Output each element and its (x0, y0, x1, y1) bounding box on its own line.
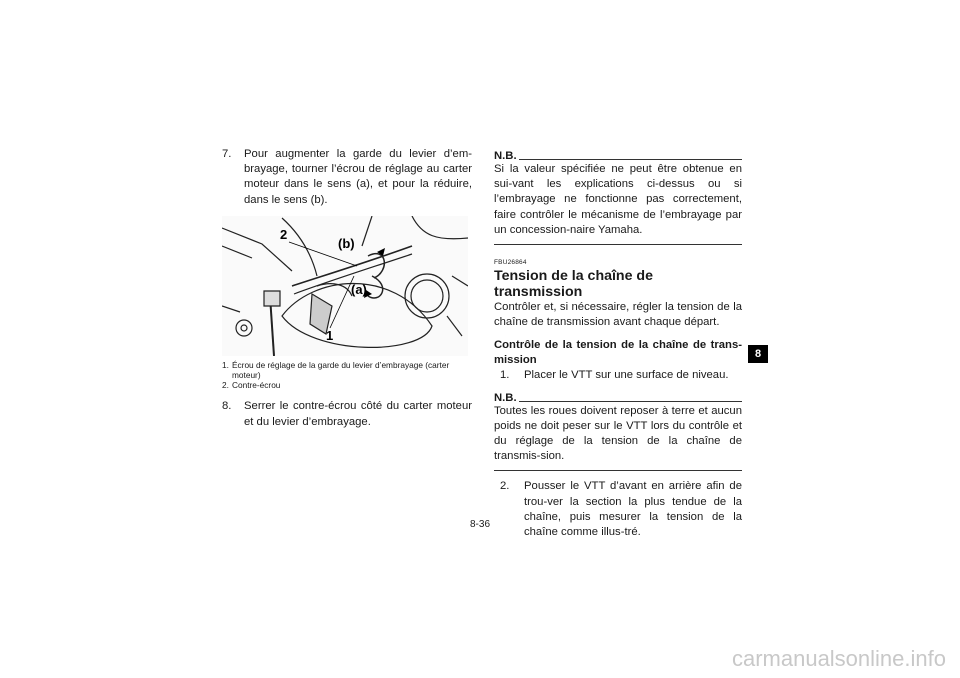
figure-captions (222, 360, 472, 391)
clutch-adjustment-figure (222, 216, 468, 356)
note-rule (519, 401, 742, 402)
step-2 (500, 479, 742, 540)
step-text: Placer le VTT sur une surface de niveau. (524, 369, 729, 382)
step-text: Serrer le contre-écrou côté du carter moteur et du levier d’embrayage. (244, 400, 472, 428)
step-8 (222, 399, 472, 429)
step-number: 2. (500, 480, 510, 493)
subsection-title: Contrôle de la tension de la chaîne de trans-mission (494, 339, 742, 367)
note-text-2: Toutes les roues doivent reposer à terre et aucun poids ne doit peser sur le VTT lors du contrôle et du réglage de la tension de la chaîne de transmis-sion. (494, 404, 742, 463)
figure-label-1: 1 (326, 327, 334, 343)
figure-label-a: (a) (351, 281, 367, 297)
section-code: FBU26864 (494, 259, 527, 267)
step-number: 7. (222, 148, 232, 160)
note-text-1: Si la valeur spécifiée ne peut être obtenue en sui-vant les explications ci-dessus ou si l’embrayage ne fonctionne pas correctement, faire contrôler le mécanisme de l’embrayage par un concession-naire Yamaha. (494, 163, 742, 236)
caption-number: 2. (222, 380, 229, 391)
note-label: N.B. (494, 150, 517, 162)
step-text: Pousser le VTT d’avant en arrière afin de trou-ver la section la plus tendue de la chaîne, puis mesurer la tension de la chaîne comme illus-tré. (524, 480, 742, 539)
step-text: Pour augmenter la garde du levier d’em-brayage, tourner l’écrou de réglage au carter moteur dans le sens (a), et pour la réduire, dans le sens (b). (244, 148, 472, 206)
note-end-rule (494, 244, 742, 245)
note-label: N.B. (494, 391, 517, 404)
caption-number: 1. (222, 359, 229, 370)
caption-text: Écrou de réglage de la garde du levier d’embrayage (carter moteur) (232, 359, 450, 381)
watermark: carmanualsonline.info (731, 646, 946, 671)
caption-1 (222, 360, 472, 380)
section-title: Tension de la chaîne de transmission (494, 268, 653, 301)
caption-2 (222, 380, 472, 390)
step-number: 8. (222, 400, 232, 413)
right-column (494, 150, 742, 540)
note-header-2 (494, 392, 742, 404)
step-number: 1. (500, 369, 510, 382)
caption-text: Contre-écrou (232, 380, 281, 391)
note-rule (519, 159, 742, 160)
section-intro: Contrôler et, si nécessaire, régler la tension de la chaîne de transmission avant chaque départ. (494, 301, 742, 329)
figure-label-2: 2 (280, 226, 288, 242)
note-end-rule (494, 470, 742, 471)
left-column (222, 147, 472, 430)
note-header-1 (494, 150, 742, 162)
chapter-tab: 8 (748, 345, 768, 363)
page-number: 8-36 (469, 519, 490, 530)
step-7 (222, 147, 472, 208)
step-1 (500, 368, 742, 383)
figure-label-b: (b) (338, 235, 355, 251)
